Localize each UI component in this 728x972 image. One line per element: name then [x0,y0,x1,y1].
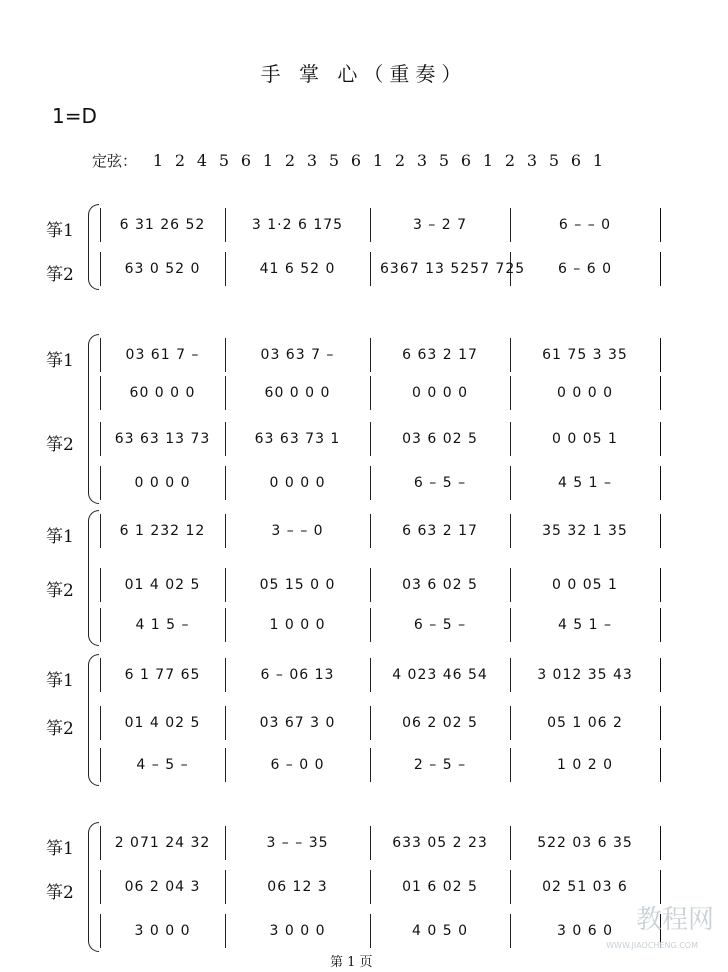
measure-notes: 4 5 1 – [557,617,613,633]
barline [660,338,661,372]
staff-line [100,338,660,372]
staff-line [100,748,660,782]
measure-notes: 6 – 5 – [413,617,467,633]
tuning-label: 定弦： [92,152,138,170]
tuning-note: 1 [262,151,274,170]
measure-notes: 3 0 6 0 [557,923,613,939]
staff-line [100,658,660,692]
measure-notes: 2 – 5 – [413,757,467,773]
tuning-note: 5 [548,151,560,170]
barline [660,608,661,642]
barline [100,376,101,410]
barline [100,208,101,242]
measure-notes: 61 75 3 35 [542,347,628,363]
part-name: 筝1 [46,351,74,371]
barline [510,376,511,410]
measure-notes: 0 0 0 0 [269,475,326,491]
measure-notes: 05 1 06 2 [547,715,623,731]
barline [660,252,661,286]
barline [510,706,511,740]
staff-line [100,568,660,602]
barline [370,568,371,602]
measure-notes: 02 51 03 6 [542,879,628,895]
barline [370,252,371,286]
measure-notes: 3 0 0 0 [269,923,326,939]
barline [370,466,371,500]
barline [100,826,101,860]
measure-notes: 4 1 5 – [135,617,190,633]
barline [100,338,101,372]
measure-notes: 01 6 02 5 [402,879,478,895]
barline [225,608,226,642]
measure-notes: 60 0 0 0 [129,385,196,401]
barline [370,208,371,242]
measure-notes: 3 – 2 7 [412,217,468,233]
staff-line [100,252,660,286]
measure-notes: 3 – – 0 [271,523,324,539]
barline [100,748,101,782]
barline [510,338,511,372]
watermark-url: WWW.JIAOCHENG.COM [606,941,698,950]
measure-notes: 6 1 77 65 [124,667,201,683]
tuning-note: 1 [482,151,494,170]
measure-notes: 3 0 0 0 [134,923,191,939]
measure-notes: 6 – 6 0 [557,261,613,277]
tuning-note: 6 [240,151,252,170]
tuning-note: 3 [306,151,318,170]
part-name: 筝2 [46,435,74,455]
system-brace [88,510,99,646]
tuning-note: 6 [350,151,362,170]
measure-notes: 03 67 3 0 [259,715,336,731]
measure-notes: 03 6 02 5 [402,577,478,593]
barline [510,870,511,904]
measure-notes: 01 4 02 5 [124,577,201,593]
measure-notes: 3 – – 35 [266,835,329,851]
staff-line [100,422,660,456]
barline [225,706,226,740]
page-footer: 第 1 页 [330,955,373,970]
staff-line [100,514,660,548]
barline [225,914,226,948]
measure-notes: 35 32 1 35 [542,523,628,539]
barline [510,748,511,782]
barline [100,568,101,602]
barline [225,338,226,372]
measure-notes: 633 05 2 23 [392,835,488,851]
measure-notes: 4 – 5 – [136,757,189,773]
part-name: 筝1 [46,221,74,241]
barline [100,706,101,740]
measure-notes: 6 63 2 17 [402,523,478,539]
measure-notes: 3 012 35 43 [537,667,633,683]
barline [370,376,371,410]
barline [100,422,101,456]
tuning-note: 2 [394,151,406,170]
measure-notes: 03 6 02 5 [402,431,478,447]
measure-notes: 6 1 232 12 [119,523,206,539]
watermark-logo: 教程网 [635,905,714,935]
measure-notes: 522 03 6 35 [537,835,633,851]
measure-notes: 63 0 52 0 [124,261,201,277]
system-brace [88,334,99,504]
measure-notes: 4 0 5 0 [412,923,468,939]
measure-notes: 0 0 0 0 [557,385,613,401]
measure-notes: 06 12 3 [267,879,328,895]
barline [225,748,226,782]
tuning-note: 5 [218,151,230,170]
measure-notes: 6 63 2 17 [402,347,478,363]
barline [225,252,226,286]
measure-notes: 0 0 0 0 [134,475,191,491]
part-name: 筝2 [46,719,74,739]
barline [510,608,511,642]
barline [660,466,661,500]
barline [100,466,101,500]
measure-notes: 6367 13 5257 725 [380,261,526,277]
measure-notes: 6 – 06 13 [260,667,335,683]
staff-line [100,208,660,242]
barline [660,826,661,860]
measure-notes: 63 63 73 1 [254,431,341,447]
tuning-note: 6 [460,151,472,170]
measure-notes: 6 – 5 – [413,475,467,491]
measure-notes: 1 0 2 0 [557,757,613,773]
tuning-note: 3 [416,151,428,170]
measure-notes: 4 5 1 – [557,475,613,491]
measure-notes: 60 0 0 0 [264,385,331,401]
barline [225,466,226,500]
barline [225,422,226,456]
tuning-note: 2 [284,151,296,170]
staff-line [100,826,660,860]
barline [660,376,661,410]
system-brace [88,822,99,952]
measure-notes: 2 071 24 32 [114,835,211,851]
barline [660,568,661,602]
part-name: 筝2 [46,265,74,285]
barline [100,608,101,642]
barline [510,514,511,548]
barline [225,568,226,602]
barline [510,466,511,500]
barline [660,658,661,692]
barline [225,514,226,548]
barline [225,826,226,860]
staff-line [100,376,660,410]
measure-notes: 0 0 05 1 [552,577,618,593]
part-name: 筝2 [46,883,74,903]
barline [225,870,226,904]
barline [510,658,511,692]
measure-notes: 63 63 13 73 [114,431,211,447]
measure-notes: 05 15 0 0 [259,577,336,593]
staff-line [100,608,660,642]
barline [660,514,661,548]
staff-line [100,914,660,948]
tuning-note: 5 [328,151,340,170]
barline [370,608,371,642]
measure-notes: 06 2 02 5 [402,715,478,731]
measure-notes: 03 61 7 – [125,347,200,363]
tuning-note: 1 [152,151,164,170]
measure-notes: 01 4 02 5 [124,715,201,731]
tuning-note: 6 [570,151,582,170]
barline [370,706,371,740]
barline [660,422,661,456]
staff-line [100,870,660,904]
tuning-note: 5 [438,151,450,170]
barline [370,748,371,782]
barline [225,658,226,692]
tuning-note: 1 [592,151,604,170]
measure-notes: 0 0 0 0 [412,385,468,401]
measure-notes: 0 0 05 1 [552,431,618,447]
barline [510,914,511,948]
key-signature: 1=D [52,104,97,128]
page-title: 手 掌 心（重奏） [260,62,468,86]
barline [370,422,371,456]
barline [370,658,371,692]
tuning-note: 2 [504,151,516,170]
measure-notes: 4 023 46 54 [392,667,488,683]
barline [225,208,226,242]
measure-notes: 6 – 0 0 [270,757,325,773]
barline [370,514,371,548]
staff-line [100,706,660,740]
tuning-note: 2 [174,151,186,170]
tuning-note: 4 [196,151,208,170]
measure-notes: 3 1·2 6 175 [251,217,344,233]
barline [510,826,511,860]
measure-notes: 1 0 0 0 [269,617,326,633]
barline [660,748,661,782]
barline [100,514,101,548]
barline [100,914,101,948]
system-brace [88,204,99,290]
measure-notes: 06 2 04 3 [124,879,201,895]
tuning-note: 1 [372,151,384,170]
tuning-note: 3 [526,151,538,170]
part-name: 筝1 [46,839,74,859]
barline [510,568,511,602]
part-name: 筝1 [46,671,74,691]
barline [100,870,101,904]
barline [370,870,371,904]
system-brace [88,654,99,786]
barline [660,208,661,242]
part-name: 筝1 [46,527,74,547]
barline [510,422,511,456]
barline [225,376,226,410]
measure-notes: 03 63 7 – [260,347,335,363]
barline [370,914,371,948]
barline [370,826,371,860]
tuning-row [92,150,605,171]
measure-notes: 6 31 26 52 [119,217,206,233]
barline [370,338,371,372]
barline [510,208,511,242]
barline [660,706,661,740]
part-name: 筝2 [46,581,74,601]
measure-notes: 6 – – 0 [558,217,612,233]
measure-notes: 41 6 52 0 [259,261,336,277]
barline [100,252,101,286]
barline [100,658,101,692]
staff-line [100,466,660,500]
